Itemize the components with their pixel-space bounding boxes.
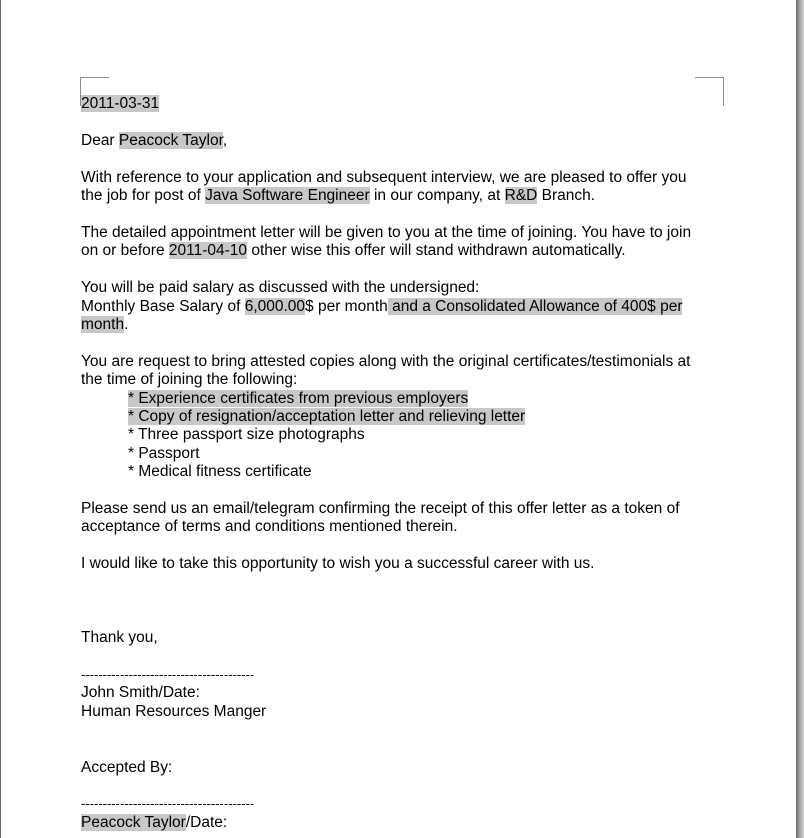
list-item	[128, 390, 468, 408]
paragraph-2-line-1: The detailed appointment letter will be given to you at the time of joining. You have to join	[81, 224, 692, 241]
base-salary-field[interactable]: 6,000.00	[244, 298, 306, 315]
signature-line: ----------------------------------------	[81, 667, 255, 682]
letter-date-line	[81, 95, 159, 113]
list-item: * Three passport size photographs	[128, 426, 365, 443]
salutation-line	[81, 132, 227, 150]
closing-text: Thank you,	[81, 629, 158, 646]
signature-line-2: ----------------------------------------	[81, 796, 255, 811]
list-item: * Medical fitness certificate	[128, 463, 312, 480]
list-item-resignation-field[interactable]: * Copy of resignation/acceptation letter and relieving letter	[128, 408, 526, 425]
paragraph-6: I would like to take this opportunity to wish you a successful career with us.	[81, 555, 595, 572]
p1-text-b: in our company, at	[369, 187, 505, 204]
paragraph-1-line-1: With reference to your application and subsequent interview, we are pleased to offer you	[81, 169, 687, 186]
allowance-field[interactable]: and a Consolidated Allowance of 400$ per	[387, 298, 683, 315]
p2-text-a: on or before	[81, 242, 169, 259]
salutation-prefix: Dear	[81, 132, 119, 149]
candidate-name-field[interactable]: Peacock Taylor	[118, 132, 223, 149]
list-item	[128, 408, 525, 426]
acceptor-line	[81, 814, 227, 832]
p3-text-end: .	[124, 316, 129, 333]
page-shadow	[796, 0, 804, 838]
paragraph-5-line-1: Please send us an email/telegram confirming the receipt of this offer letter as a token of	[81, 500, 680, 517]
job-title-field[interactable]: Java Software Engineer	[205, 187, 370, 204]
p3-text-a: Monthly Base Salary of	[81, 298, 245, 315]
paragraph-4-line-2: the time of joining the following:	[81, 371, 298, 388]
p1-text-a: the job for post of	[81, 187, 206, 204]
p2-text-b: other wise this offer will stand withdrawn automatically.	[247, 242, 626, 259]
acceptor-suffix: /Date:	[185, 814, 228, 831]
allowance-field-cont[interactable]: month	[81, 316, 125, 333]
p1-text-c: Branch.	[537, 187, 596, 204]
p3-text-b: $ per month	[305, 298, 388, 315]
salutation-suffix: ,	[222, 132, 228, 149]
paragraph-3-line-1: You will be paid salary as discussed with the undersigned:	[81, 279, 480, 296]
paragraph-4-line-1: You are request to bring attested copies along with the original certificates/testimonials at	[81, 353, 691, 370]
branch-field[interactable]: R&D	[504, 187, 538, 204]
letter-date-field[interactable]: 2011-03-31	[81, 95, 160, 112]
join-date-field[interactable]: 2011-04-10	[168, 242, 248, 259]
signer-name: John Smith/Date:	[81, 684, 200, 701]
paragraph-3-line-3	[81, 316, 128, 334]
margin-corner-top-right	[695, 77, 724, 106]
accepted-by-label: Accepted By:	[81, 759, 173, 776]
acceptor-name-field[interactable]: Peacock Taylor	[81, 814, 186, 831]
list-item-experience-field[interactable]: * Experience certificates from previous employers	[128, 390, 469, 407]
list-item: * Passport	[128, 445, 200, 462]
signer-title: Human Resources Manger	[81, 703, 267, 720]
paragraph-5-line-2: acceptance of terms and conditions mentioned therein.	[81, 518, 458, 535]
paragraph-2-line-2	[81, 242, 626, 260]
paragraph-3-line-2	[81, 298, 682, 316]
paragraph-1-line-2	[81, 187, 595, 205]
